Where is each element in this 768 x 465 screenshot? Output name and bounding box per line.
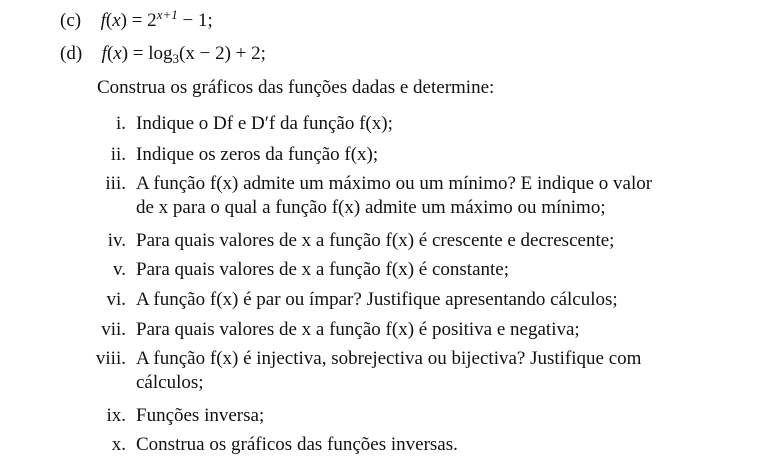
item-text-continuation: de x para o qual a função f(x) admite um máximo ou mínimo; <box>136 197 606 218</box>
function-d-close: ) <box>121 43 129 64</box>
function-d-var: x <box>113 43 122 64</box>
item-text: Funções inversa; <box>136 405 265 426</box>
item-number: i. <box>115 113 126 134</box>
item-number: ix. <box>106 405 126 426</box>
instruction-text: Construa os gráficos das funções dadas e determine: <box>97 77 495 98</box>
item-text: A função f(x) admite um máximo ou um mínimo? E indique o valor <box>136 173 653 194</box>
function-d-open: ( <box>106 43 114 64</box>
item-text-continuation: cálculos; <box>136 372 204 393</box>
item-text: A função f(x) é par ou ímpar? Justifique apresentando cálculos; <box>136 289 618 310</box>
item-text: A função f(x) é injectiva, sobrejectiva ou bijectiva? Justifique com <box>136 348 642 369</box>
item-number: ii. <box>110 144 126 165</box>
function-c-close: ) <box>120 10 127 31</box>
function-d-f: f <box>101 43 107 64</box>
item-text: Para quais valores de x a função f(x) é crescente e decrescente; <box>136 230 615 251</box>
function-c-rest: − 1; <box>177 10 213 31</box>
function-c-label: (c) <box>60 10 82 31</box>
function-c-exponent: x+1 <box>156 7 178 22</box>
item-number: v. <box>112 259 126 280</box>
item-number: viii. <box>95 348 126 369</box>
item-text: Indique o Df e D′f da função f(x); <box>136 113 393 134</box>
item-text: Para quais valores de x a função f(x) é positiva e negativa; <box>136 319 580 340</box>
function-d-eq: = log <box>128 43 173 64</box>
item-number: iv. <box>107 230 126 251</box>
function-d-label: (d) <box>60 43 83 64</box>
item-number: vi. <box>106 289 126 310</box>
function-c-var: x <box>112 10 121 31</box>
function-c-f: f <box>100 10 106 31</box>
item-number: x. <box>111 434 126 455</box>
function-d <box>60 42 266 66</box>
item-text: Construa os gráficos das funções inversas. <box>136 434 458 455</box>
item-text: Indique os zeros da função f(x); <box>136 144 379 165</box>
function-c <box>60 9 213 33</box>
function-c-open: ( <box>105 10 113 31</box>
function-d-base: 3 <box>172 51 180 66</box>
function-d-rest: (x − 2) + 2; <box>179 43 266 64</box>
function-c-eq: = 2 <box>126 10 157 31</box>
item-number: vii. <box>101 319 126 340</box>
item-text: Para quais valores de x a função f(x) é constante; <box>136 259 509 280</box>
item-number: iii. <box>105 173 126 194</box>
